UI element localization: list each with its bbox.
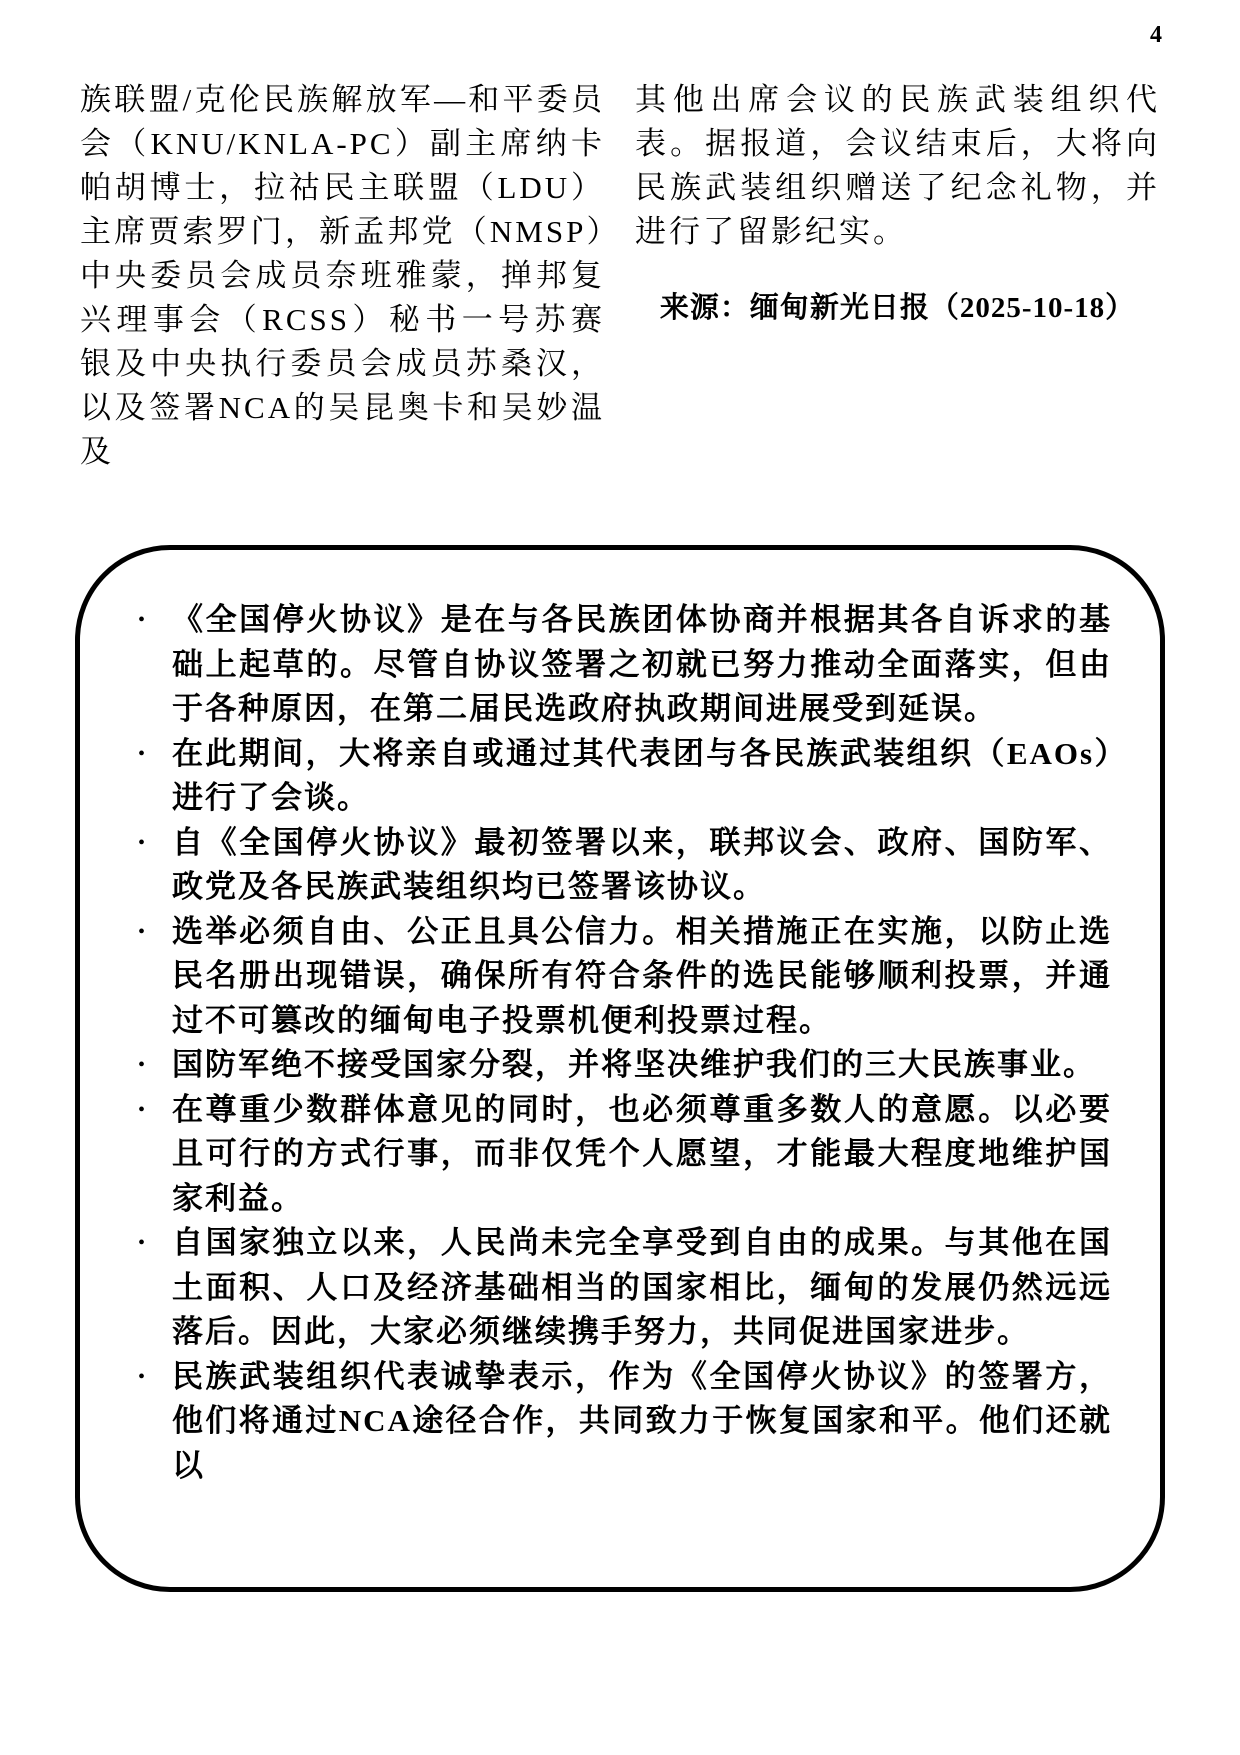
article-left-text: 族联盟/克伦民族解放军—和平委员会（KNU/KNLA-PC）副主席纳卡帕胡博士，拉祜民主联盟（LDU）主席贾索罗门，新孟邦党（NMSP）中央委员会成员奈班雅蒙，掸邦复兴理事会（RCSS）秘书一号苏赛银及中央执行委员会成员苏桑汉，以及签署NCA的吴昆奥卡和吴妙温及 xyxy=(80,82,605,469)
page-number: 4 xyxy=(1150,22,1162,48)
bullet-text: 选举必须自由、公正且具公信力。相关措施正在实施，以防止选民名册出现错误，确保所有符合条件的选民能够顺利投票，并通过不可篡改的缅甸电子投票机便利投票过程。 xyxy=(172,913,1112,1038)
bullet-text: 自国家独立以来，人民尚未完全享受到自由的成果。与其他在国土面积、人口及经济基础相当的国家相比，缅甸的发展仍然远远落后。因此，大家必须继续携手努力，共同促进国家进步。 xyxy=(172,1225,1112,1349)
bullet-dot-icon xyxy=(138,1221,147,1266)
bullet-dot-icon xyxy=(138,732,147,777)
bullet-dot-icon xyxy=(138,910,147,955)
bullet-text: 《全国停火协议》是在与各民族团体协商并根据其各自诉求的基础上起草的。尽管自协议签署之初就已努力推动全面落实，但由于各种原因，在第二届民选政府执政期间进展受到延误。 xyxy=(172,602,1112,726)
bullet-item xyxy=(108,598,1112,732)
article-columns xyxy=(80,78,1160,474)
article-right-column xyxy=(635,78,1160,474)
article-left-column xyxy=(80,78,605,474)
bullet-item xyxy=(108,1221,1112,1355)
bullet-text: 在此期间，大将亲自或通过其代表团与各民族武装组织（EAOs）进行了会谈。 xyxy=(172,735,1112,815)
bullet-item xyxy=(108,910,1112,1044)
bullet-dot-icon xyxy=(138,598,147,643)
bullet-dot-icon xyxy=(138,1355,147,1400)
bullet-text: 自《全国停火协议》最初签署以来，联邦议会、政府、国防军、政党及各民族武装组织均已签署该协议。 xyxy=(172,824,1112,904)
bullet-dot-icon xyxy=(138,1043,147,1088)
bullet-text: 国防军绝不接受国家分裂，并将坚决维护我们的三大民族事业。 xyxy=(172,1047,1096,1082)
bullet-item xyxy=(108,1088,1112,1222)
bullet-item xyxy=(108,732,1112,821)
bullet-dot-icon xyxy=(138,1088,147,1133)
bullet-text: 民族武装组织代表诚挚表示，作为《全国停火协议》的签署方，他们将通过NCA途径合作，共同致力于恢复国家和平。他们还就以 xyxy=(172,1358,1112,1483)
article-source: 来源：缅甸新光日报（2025-10-18） xyxy=(659,292,1136,324)
highlight-box xyxy=(75,545,1165,1592)
bullet-text: 在尊重少数群体意见的同时，也必须尊重多数人的意愿。以必要且可行的方式行事，而非仅凭个人愿望，才能最大程度地维护国家利益。 xyxy=(172,1091,1112,1216)
article-right-text: 其他出席会议的民族武装组织代表。据报道，会议结束后，大将向民族武装组织赠送了纪念礼物，并进行了留影纪实。 xyxy=(635,82,1160,249)
bullet-item xyxy=(108,1043,1112,1088)
bullet-item xyxy=(108,1355,1112,1489)
bullet-dot-icon xyxy=(138,821,147,866)
bullet-list xyxy=(108,598,1112,1488)
bullet-item xyxy=(108,821,1112,910)
